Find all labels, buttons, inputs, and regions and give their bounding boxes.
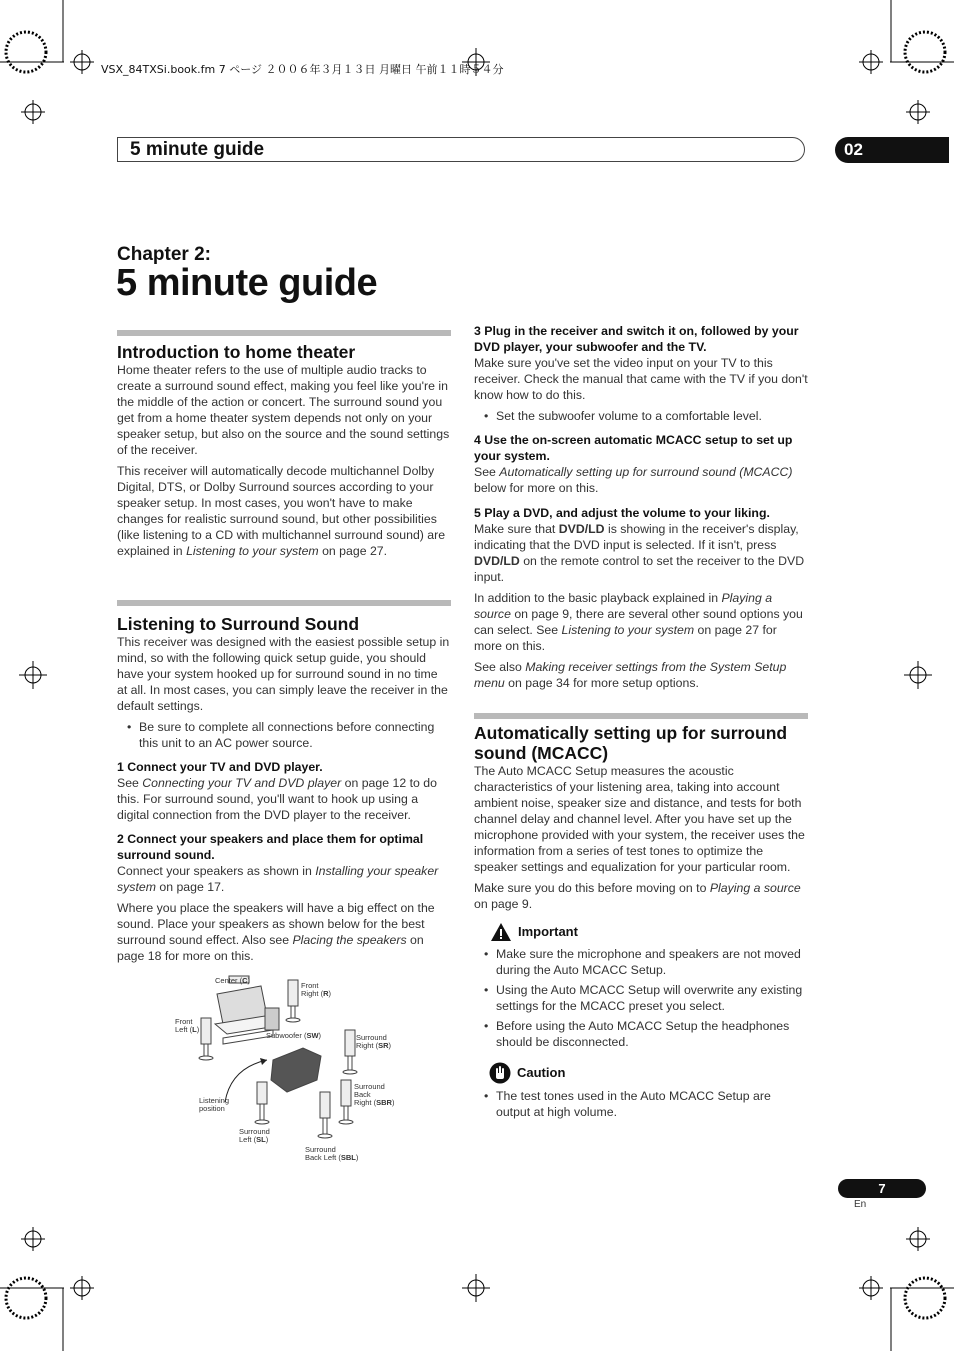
label-surround-left: Surround Left (SL) (239, 1127, 270, 1144)
page-language: En (854, 1199, 867, 1210)
mcacc-paragraph-2: Make sure you do this before moving on to Playing a source on page 9. (474, 881, 801, 911)
surround-paragraph-1: This receiver was designed with the easiest possible setup in mind, so with the following quick setup guide, you should have your system hooked up for surround sound in no time at all. In most cases, you can simply leave the receiver in the default settings. (117, 635, 450, 713)
mcacc-section (474, 713, 808, 1120)
intro-paragraph-1: Home theater refers to the use of multiple audio tracks to create a surround sound effect, making you feel like you're in the middle of the action or concert. The surround sound you get from a home theater system depends not only on your speaker setup, but also on the source and the sound settings of the receiver. (117, 363, 450, 457)
caution-heading: Caution (489, 1062, 808, 1084)
label-surround-back-left: Surround Back Left (SBL) (305, 1145, 359, 1162)
intro-section (117, 330, 451, 559)
step-5-body: Make sure that DVD/LD is showing in the receiver's display, indicating that the DVD input is selected. If it isn't, press DVD/LD on the remote control to set the receiver to the DVD input. (474, 522, 805, 584)
speaker-layout-illustration (165, 972, 425, 1167)
step-5-heading: 5 Play a DVD, and adjust the volume to your liking. (474, 506, 770, 520)
step-1-body: See Connecting your TV and DVD player on page 12 to do this. For surround sound, you'll want to hook up using a digital connection from the DVD player to the receiver. (117, 776, 437, 822)
mcacc-heading: Automatically setting up for surround sound (MCACC) (474, 723, 788, 763)
label-surround-right: Surround Right (SR) (356, 1033, 392, 1050)
important-item-2: • Using the Auto MCACC Setup will overwrite any existing settings for the MCACC preset you select. (474, 982, 808, 1014)
caution-hand-icon (489, 1062, 511, 1084)
section-rule (117, 600, 451, 606)
see-also-paragraph: See also Making receiver settings from the System Setup menu on page 34 for more setup options. (474, 660, 787, 690)
step-4-body: See Automatically setting up for surround sound (MCACC) below for more on this. (474, 465, 793, 495)
steps-3-5 (474, 323, 808, 691)
step-2-heading: 2 Connect your speakers and place them for optimal surround sound. (117, 832, 424, 862)
speaker-placement-diagram (165, 972, 425, 1167)
step-2-body: Connect your speakers as shown in Installing your speaker system on page 17. (117, 864, 439, 894)
important-heading: Important (490, 922, 808, 942)
step-3-body: Make sure you've set the video input on your TV to this receiver. Check the manual that came with the TV if you don't know how to do this. (474, 356, 808, 402)
label-listening-position: Listening position (199, 1096, 230, 1113)
page-number: 7 (838, 1179, 926, 1198)
section-rule (474, 713, 808, 719)
chapter-title: 5 minute guide (116, 262, 378, 304)
surround-heading: Listening to Surround Sound (117, 614, 360, 634)
mcacc-paragraph-1: The Auto MCACC Setup measures the acoustic characteristics of your listening area, taking into account ambient noise, speaker size and distance, and tests for both channel delay and channel level. After you have set up the microphone provided with your system, the receiver uses the information from a series of test tones to optimize the speaker settings and equalization for your particular room. (474, 764, 805, 874)
surround-paragraph-3: Where you place the speakers will have a big effect on the sound. Place your speakers as shown below for the best surround sound effect. Also see Placing the speakers on page 18 for more on this. (117, 901, 435, 963)
warning-triangle-icon (490, 922, 512, 942)
chapter-label: Chapter 2: (117, 244, 211, 265)
label-center: Center (C) (215, 976, 251, 985)
label-surround-back-right: Surround Back Right (SBR) (354, 1082, 395, 1107)
running-header-title: 5 minute guide (130, 139, 265, 160)
intro-paragraph-2: This receiver will automatically decode multichannel Dolby Digital, DTS, or Dolby Surround sources according to your speaker setup. In most cases, you won't have to make changes for realistic surround sound, but other possibilities (like listening to a CD with multichannel surround sound) are explained in Listening to your system on page 27. (117, 464, 446, 558)
surround-section (117, 600, 451, 964)
section-rule (117, 330, 451, 336)
caution-item-1: • The test tones used in the Auto MCACC Setup are output at high volume. (474, 1088, 808, 1120)
important-item-3: • Before using the Auto MCACC Setup the headphones should be disconnected. (474, 1018, 808, 1050)
surround-bullet: • Be sure to complete all connections before connecting this unit to an AC power source. (117, 719, 451, 751)
print-header: VSX_84TXSi.book.fm 7 ページ ２００６年３月１３日 月曜日 午前１１時５４分 (101, 63, 504, 76)
step-4-heading: 4 Use the on-screen automatic MCACC setup to set up your system. (474, 433, 793, 463)
intro-heading: Introduction to home theater (117, 342, 356, 362)
chapter-number-tab: 02 (835, 137, 949, 163)
label-subwoofer: Subwoofer (SW) (266, 1031, 322, 1040)
important-item-1: • Make sure the microphone and speakers are not moved during the Auto MCACC Setup. (474, 946, 808, 978)
step-3-bullet: • Set the subwoofer volume to a comfortable level. (474, 408, 808, 424)
step-3-heading: 3 Plug in the receiver and switch it on, followed by your DVD player, your subwoofer and the TV. (474, 324, 799, 354)
step-1-heading: 1 Connect your TV and DVD player. (117, 760, 323, 774)
label-front-left: Front Left (L) (175, 1017, 200, 1034)
additional-options-paragraph: In addition to the basic playback explained in Playing a source on page 9, there are several other sound options you can select. See Listening to your system on page 27 for more on this. (474, 591, 803, 653)
label-front-right: Front Right (R) (301, 981, 332, 998)
